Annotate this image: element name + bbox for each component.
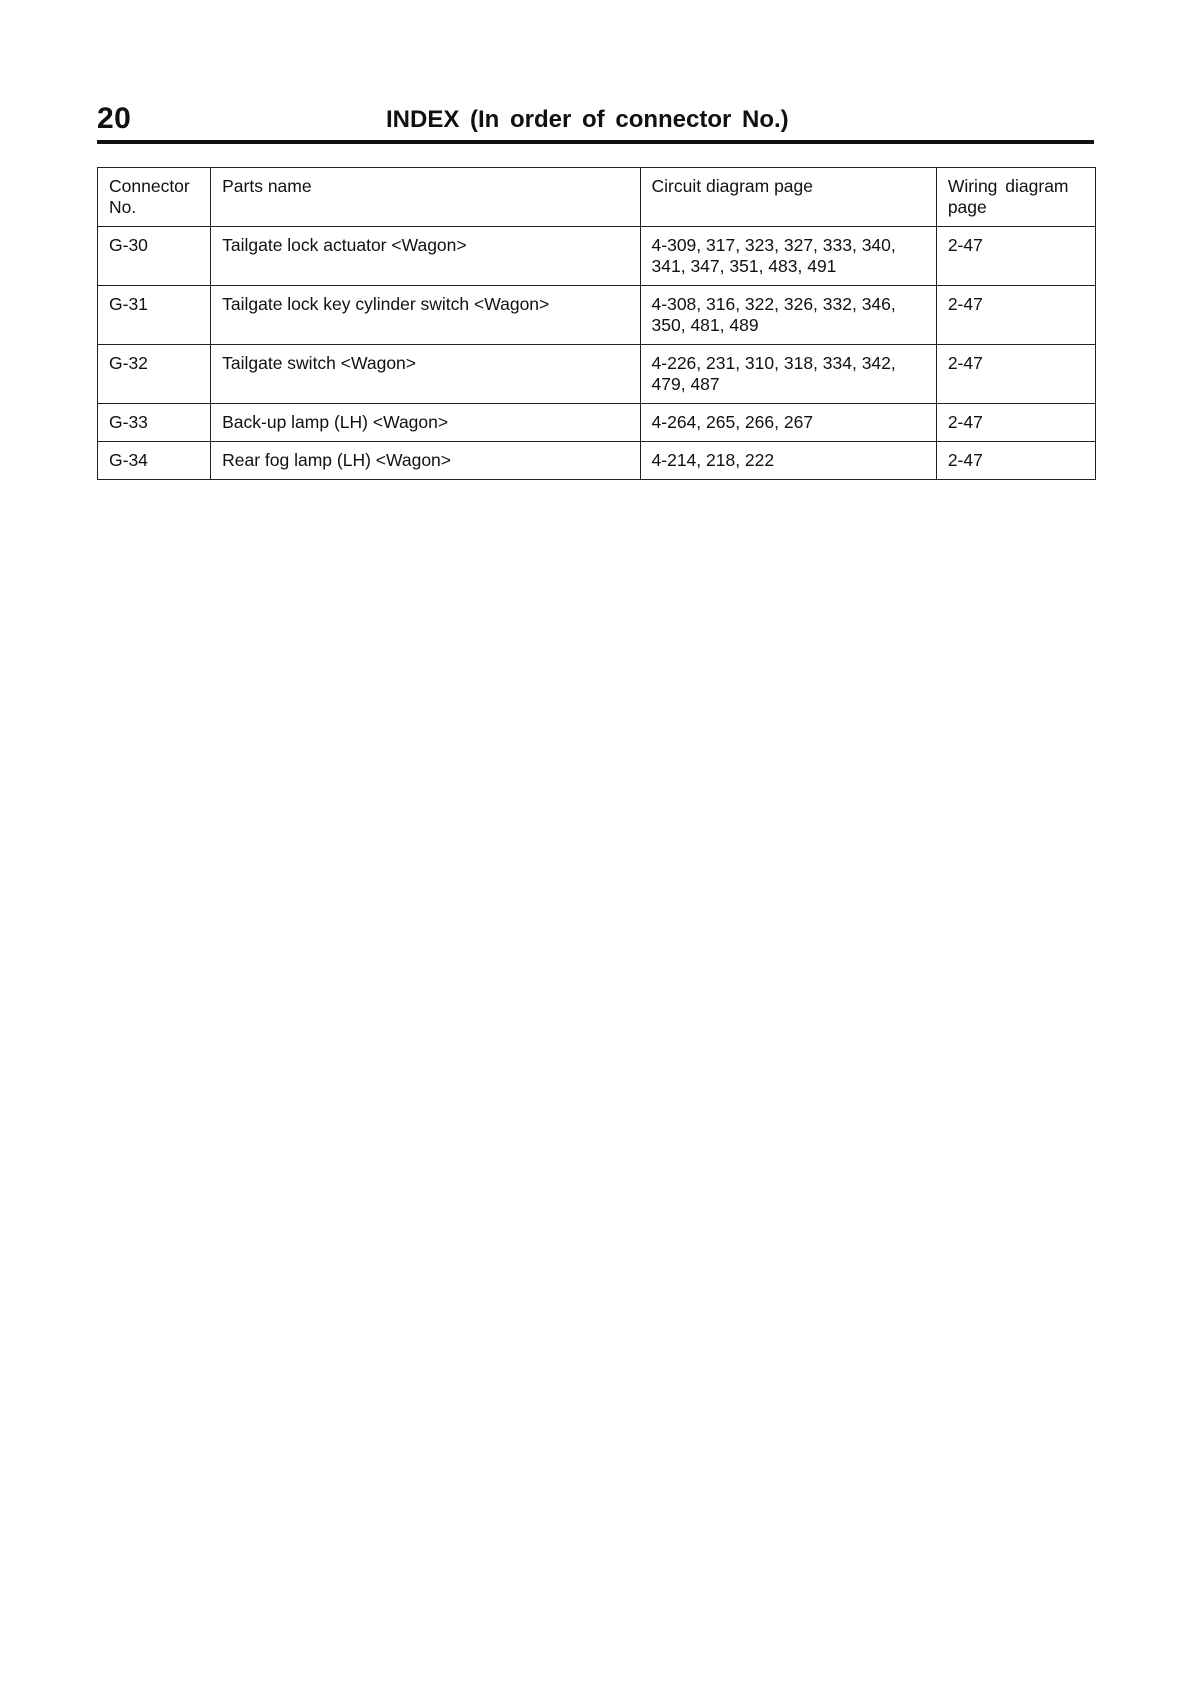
page-number: 20 bbox=[97, 102, 132, 135]
circuit-page-cell: 4-214, 218, 222 bbox=[640, 442, 936, 480]
parts-name-cell: Tailgate lock key cylinder switch <Wagon> bbox=[211, 286, 640, 345]
wiring-page-cell: 2-47 bbox=[936, 286, 1095, 345]
table-header-row bbox=[98, 168, 1096, 227]
circuit-page-cell: 4-226, 231, 310, 318, 334, 342, 479, 487 bbox=[640, 345, 936, 404]
connector-cell: G-34 bbox=[98, 442, 211, 480]
connector-cell: G-31 bbox=[98, 286, 211, 345]
connector-cell: G-33 bbox=[98, 404, 211, 442]
parts-name-cell: Tailgate lock actuator <Wagon> bbox=[211, 227, 640, 286]
wiring-page-cell: 2-47 bbox=[936, 345, 1095, 404]
column-header-connector: Connector No. bbox=[98, 168, 211, 227]
connector-cell: G-32 bbox=[98, 345, 211, 404]
circuit-page-cell: 4-264, 265, 266, 267 bbox=[640, 404, 936, 442]
wiring-page-cell: 2-47 bbox=[936, 442, 1095, 480]
wiring-page-cell: 2-47 bbox=[936, 404, 1095, 442]
circuit-page-cell: 4-308, 316, 322, 326, 332, 346, 350, 481, 489 bbox=[640, 286, 936, 345]
connector-cell: G-30 bbox=[98, 227, 211, 286]
parts-name-cell: Back-up lamp (LH) <Wagon> bbox=[211, 404, 640, 442]
circuit-page-cell: 4-309, 317, 323, 327, 333, 340, 341, 347, 351, 483, 491 bbox=[640, 227, 936, 286]
page-title: INDEX (In order of connector No.) bbox=[386, 106, 789, 133]
table-row bbox=[98, 345, 1096, 404]
wiring-page-cell: 2-47 bbox=[936, 227, 1095, 286]
header-rule bbox=[97, 140, 1094, 144]
table-row bbox=[98, 404, 1096, 442]
connector-index-table bbox=[97, 167, 1096, 480]
column-header-parts-name: Parts name bbox=[211, 168, 640, 227]
parts-name-cell: Tailgate switch <Wagon> bbox=[211, 345, 640, 404]
parts-name-cell: Rear fog lamp (LH) <Wagon> bbox=[211, 442, 640, 480]
table-row bbox=[98, 227, 1096, 286]
column-header-circuit-page: Circuit diagram page bbox=[640, 168, 936, 227]
column-header-wiring-page: Wiring diagram page bbox=[936, 168, 1095, 227]
page-header bbox=[97, 100, 1094, 140]
table-row bbox=[98, 442, 1096, 480]
table-row bbox=[98, 286, 1096, 345]
